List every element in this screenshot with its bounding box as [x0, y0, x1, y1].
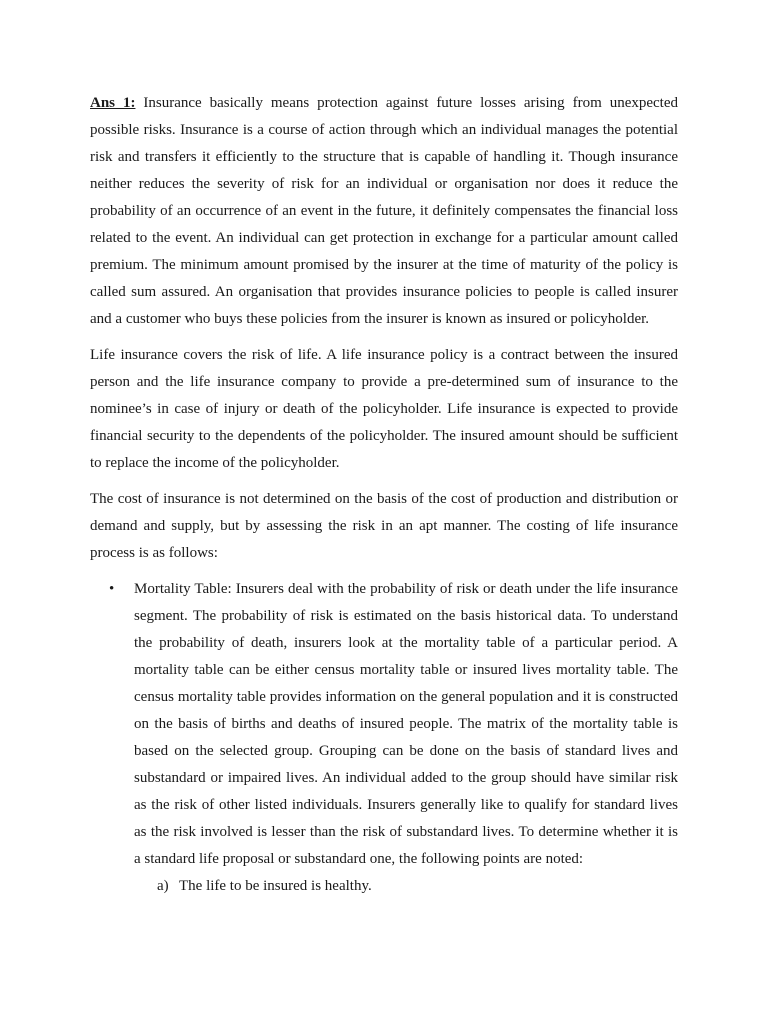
bullet-list — [90, 576, 678, 873]
paragraph-text: Insurance basically means protection against future losses arising from unexpected possible risks. Insurance is a course of action through which an individual manages the potential risk and transfers it efficiently to the structure that is capable of handling it. Though insurance neither reduces the severity of risk for an individual or organisation nor does it reduce the probability of an occurrence of an event in the future, it definitely compensates the financial loss related to the event. An individual can get protection in exchange for a particular amount called premium. The minimum amount promised by the insurer at the time of maturity of the policy is called sum assured. An organisation that provides insurance policies to people is called insurer and a customer who buys these policies from the insurer is known as insured or policyholder. — [90, 95, 678, 327]
sub-list-item — [157, 873, 678, 900]
answer-label: Ans 1: — [90, 95, 136, 111]
sub-list-marker: a) — [157, 878, 169, 894]
bullet-icon: • — [109, 581, 115, 597]
paragraph-answer-intro — [90, 90, 678, 333]
paragraph-cost-of-insurance: The cost of insurance is not determined on the basis of the cost of production and distribution or demand and supply, but by assessing the risk in an apt manner. The costing of life insurance process is as follows: — [90, 491, 678, 561]
list-item-text: Mortality Table: Insurers deal with the probability of risk or death under the life insurance segment. The probability of risk is estimated on the basis historical data. To understand the probability of death, insurers look at the mortality table of a particular period. A mortality table can be either census mortality table or insured lives mortality table. The census mortality table provides information on the general population and it is constructed on the basis of births and deaths of insured people. The matrix of the mortality table is based on the selected group. Grouping can be done on the basis of standard lives and substandard or impaired lives. An individual added to the group should have similar risk as the risk of other listed individuals. Insurers generally like to qualify for standard lives as the risk involved is lesser than the risk of substandard lives. To determine whether it is a standard life proposal or substandard one, the following points are noted: — [134, 581, 678, 867]
paragraph-life-insurance: Life insurance covers the risk of life. A life insurance policy is a contract between the insured person and the life insurance company to provide a pre-determined sum of insurance to the nominee’s in case of injury or death of the policyholder. Life insurance is expected to provide financial security to the dependents of the policyholder. The insured amount should be sufficient to replace the income of the policyholder. — [90, 347, 678, 471]
list-item — [90, 576, 678, 873]
document-page — [90, 90, 678, 900]
sub-list-item-text: The life to be insured is healthy. — [179, 878, 372, 894]
sub-list — [90, 873, 678, 900]
